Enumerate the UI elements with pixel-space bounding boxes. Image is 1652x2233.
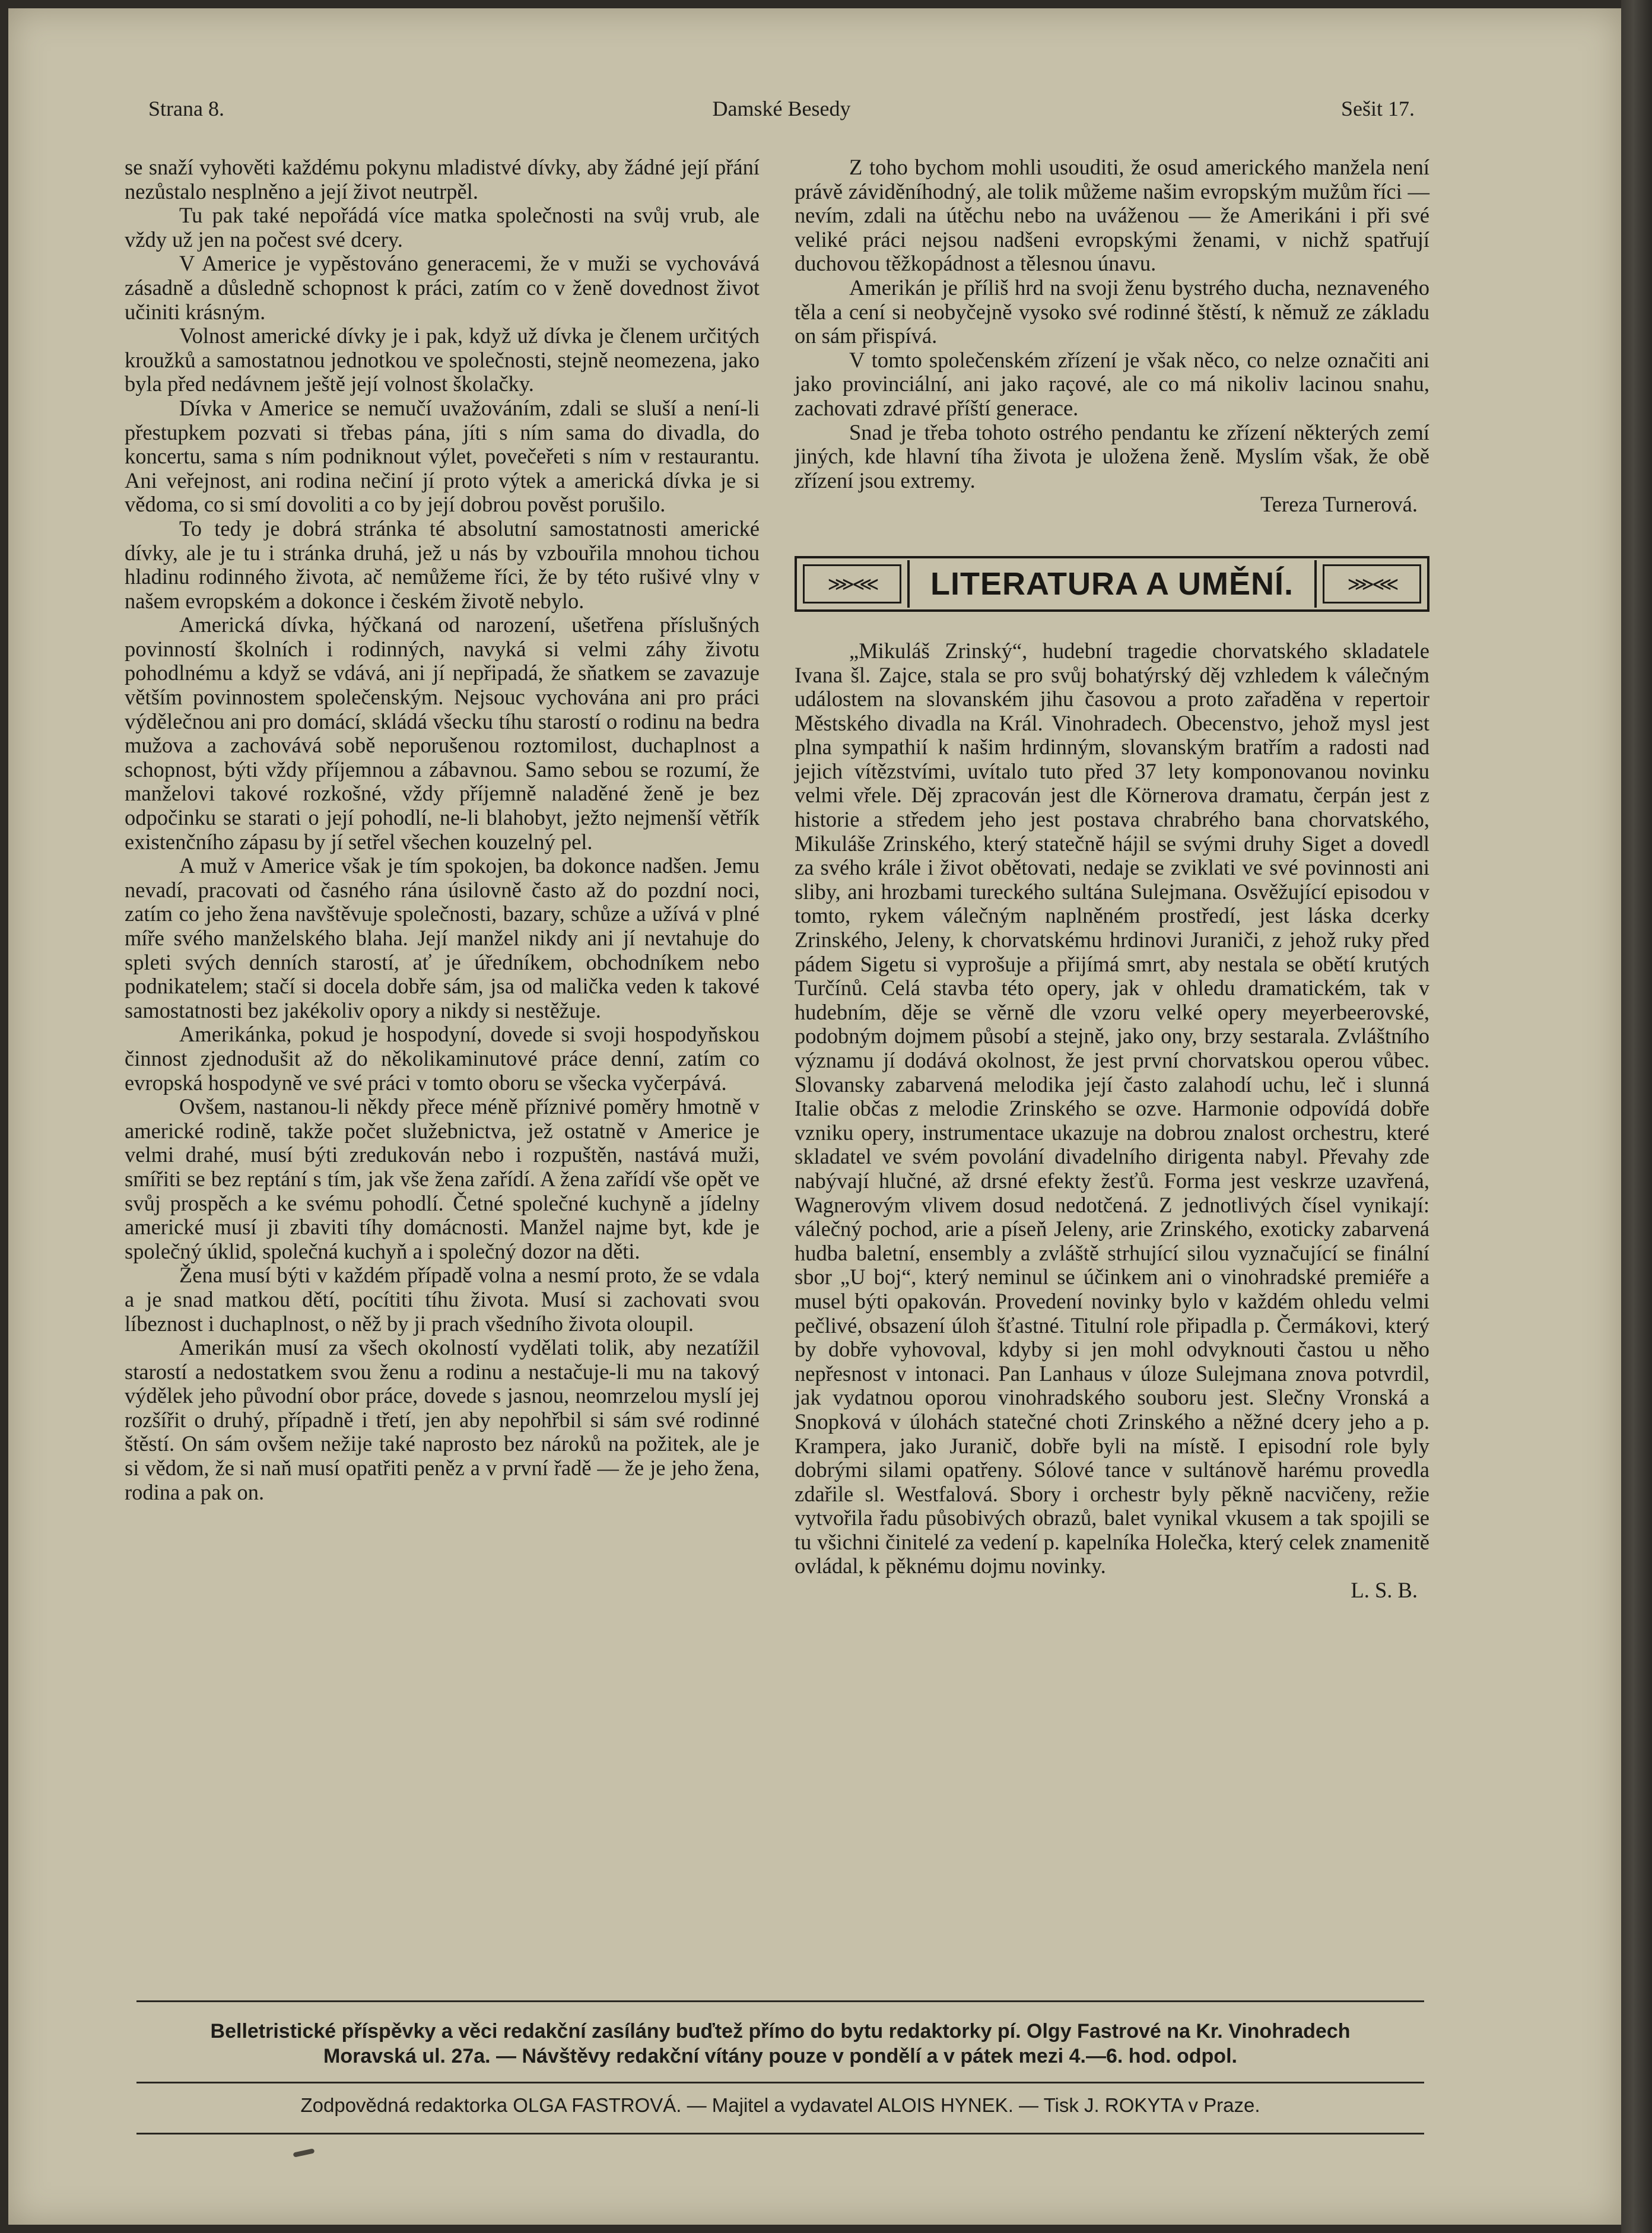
divider [136,2082,1424,2083]
paragraph: Snad je třeba tohoto ostrého pendantu ke zřízení některých zemí jiných, kde hlavní tíha života je uložena ženě. Myslím však, že obě zřízení jsou extremy. [795,420,1429,493]
book-spine [1621,0,1652,2233]
section-banner [795,556,1429,612]
ink-smudge [293,2148,315,2157]
author-signature: Tereza Turnerová. [1260,492,1418,517]
left-column [125,155,760,1504]
paragraph: To tedy je dobrá stránka té absolutní samostatnosti americké dívky, ale je tu i stránka druhá, jež u nás by vzbouřila mnohou tichou hladinu rodinného života, ač nemůžeme říci, že by této rušivé vlny v našem evropském a dokonce i českém životě nebylo. [125,516,760,613]
review-signature: L. S. B. [1351,1578,1418,1603]
paragraph: Amerikánka, pokud je hospodyní, dovede si svoji hospodyňskou činnost zjednodušit až do několikaminutové práce denní, zatím co evropská hospodyně ve své práci v tomto oboru se všecka vyčerpává. [125,1022,760,1095]
ornament-left-icon: ⋙⋘ [803,564,901,603]
imprint-footer: Zodpovědná redaktorka OLGA FASTROVÁ. — Majitel a vydavatel ALOIS HYNEK. — Tisk J. ROKYTA v Praze. [300,2094,1260,2116]
paragraph: se snaží vyhověti každému pokynu mladistvé dívky, aby žádné její přání nezůstalo nesplněno a její život neutrpěl. [125,155,760,204]
magazine-title: Damské Besedy [712,97,851,120]
paragraph: Ovšem, nastanou-li někdy přece méně příznivé poměry hmotně v americké rodině, takže počet služebnictva, jež ostatně v Americe je velmi drahé, musí býti zredukován nebo i rozpuštěn, nastává muži, smířiti se bez reptání s tím, jak vše žena zařídí. A žena zařídí vše opět ve svůj prospěch a ke svému pohodlí. Četné společné kuchyně a jídelny americké musí ji zbaviti tíhy domácnosti. Manžel najme byt, kde je společný úklid, společná kuchyň a i společný dozor na děti. [125,1094,760,1263]
paragraph: Žena musí býti v každém případě volna a nesmí proto, že se vdala a je snad matkou dětí, pocítiti tíhu života. Musí si zachovati svou líbeznost i duchaplnost, o něž by ji prach všedního života oloupil. [125,1263,760,1336]
ornament-right-icon: ⋙⋘ [1323,564,1421,603]
paragraph: Americká dívka, hýčkaná od narození, ušetřena příslušných povinností školních i rodinných, navyká si velmi záhy životu pohodlnému a když se vdává, ani jí nepřipadá, že sňatkem se zavazuje větším povinnostem společenským. Nejsouc vychována ani pro práci výdělečnou ani pro domácí, skládá všecku tíhu starostí o rodinu na bedra mužova a zachovává sobě neporušenou roztomilost, duchaplnost a schopnost, býti vždy příjemnou a zábavnou. Samo sebou se rozumí, že manželovi takové rozkošné, vždy příjemně naladěné ženě je bez odpočinku se starati o její pohodlí, ne-li blahobyt, ježto nejmenší větřík existenčního zápasu by jí setřel všechen kouzelný pel. [125,612,760,854]
right-column [795,155,1429,1603]
paragraph: Z toho bychom mohli usouditi, že osud amerického manžela není právě záviděníhodný, ale tolik můžeme našim evropským mužům říci — nevím, zdali na útěchu nebo na uváženou — že Amerikáni i při své veliké práci nejsou nadšeni evropskými ženami, v nichž spatřují duchovou těžkopádnost a tělesnou únavu. [795,155,1429,276]
page-header [148,96,1415,132]
divider [136,2000,1424,2002]
page-number: Strana 8. [148,97,224,120]
paragraph: V Americe je vypěstováno generacemi, že v muži se vychovává zásadně a důsledně schopnost k práci, zatím co v ženě dovednost život učiniti krásným. [125,251,760,324]
issue-number: Sešit 17. [1340,97,1415,120]
magazine-page [8,8,1621,2225]
paragraph: Amerikán musí za všech okolností vydělati tolik, aby nezatížil starostí a nedostatkem svou ženu a rodinu a nestačuje-li mu na takový výdělek jeho původní obor práce, dovede s jasnou, neomrzelou myslí jej rozšířit o druhý, případně i třetí, jen aby nepohřbil si sám své rodinné štěstí. On sám ovšem nežije také naprosto bez nároků na požitek, ale je si vědom, že si naň musí opatřiti peněz a v první řadě — že je jeho žena, rodina a pak on. [125,1335,760,1504]
paragraph: Tu pak také nepořádá více matka společnosti na svůj vrub, ale vždy už jen na počest své dcery. [125,203,760,252]
paragraph: Volnost americké dívky je i pak, když už dívka je členem určitých kroužků a samostatnou jednotkou ve společnosti, stejně neomezena, jako byla před nedávnem ještě její volnost školačky. [125,323,760,396]
notice-line-2: Moravská ul. 27a. — Návštěvy redakční vítány pouze v pondělí a v pátek mezi 4.—6. hod. odpol. [323,2045,1237,2067]
editorial-notice [136,2019,1424,2069]
review-article [795,639,1429,1603]
notice-line-1: Belletristické příspěvky a věci redakční zasílány buďtež přímo do bytu redaktorky pí. Olgy Fastrové na Kr. Vinohradech [210,2020,1351,2043]
divider [136,2133,1424,2134]
paragraph: Amerikán je příliš hrd na svoji ženu bystrého ducha, neznaveného těla a cení si neobyčejně vysoko své rodinné štěstí, k němuž ze základu on sám přispívá. [795,275,1429,348]
paragraph: A muž v Americe však je tím spokojen, ba dokonce nadšen. Jemu nevadí, pracovati od časného rána úsilovně často až do pozdní noci, zatím co jeho žena navštěvuje společnosti, bazary, schůze a užívá v plné míře svého manželského blaha. Její manžel nikdy ani jí nevtahuje do spleti svých denních starostí, ať je úředníkem, obchodníkem nebo podnikatelem; stačí si docela dobře sám, jsa od malička veden k takové samostatnosti bez jakékoliv opory a nikdy si nestěžuje. [125,853,760,1022]
review-text: „Mikuláš Zrinský“, hudební tragedie chorvatského skladatele Ivana šl. Zajce, stala se pro svůj bohatýrský děj vzhledem k válečným událostem na slovanském jihu časovou a proto zařaděna v repertoir Městského divadla na Král. Vinohradech. Obecenstvo, jehož mysl jest plna sympathií k našim hrdinným, slovanským bratřím a radosti nad jejich vítězstvími, uvítalo tuto před 37 lety komponovanou novinku velmi vřele. Děj zpracován jest dle Körnerova dramatu, čerpán jest z historie a středem jeho jest postava chrabrého bana chorvatského, Mikuláše Zrinského, který statečně hájil se svými druhy Siget a dovedl za svého krále i život obětovati, nedaje se zviklati ve své povinnosti ani sliby, ani hrozbami tureckého sultána Sulejmana. Osvěžující episodou v tomto, rykem válečným naplněném prostředí, jest láska dcerky Zrinského, Jeleny, k chorvatskému hrdinovi Juraniči, z jehož ruky před pádem Sigetu si vyprošuje a přijímá smrt, aby nestala se obětí krutých Turčínů. Celá stavba této opery, jak v ohledu dramatickém, tak v hudebním, děje se věrně dle vzoru velké opery meyerbeerovské, podobným dojmem působí a stejně, jako ony, brzy sestarala. Zvláštního významu jí dodává okolnost, že jest první chorvatskou operou vůbec. Slovansky zabarvená melodika její často zalahodí uchu, leč i slunná Italie občas z melodie Zrinského se ozve. Harmonie odpovídá dobře vzniku opery, instrumentace ukazuje na dobrou znalost orchestru, které skladatel ve svém povolání divadelního dirigenta nabyl. Převahy zde nabývají hlučné, až drsné efekty žesťů. Forma jest veskrze uzavřená, Wagnerovým vlivem dosud nedotčená. Z jednotlivých čísel vynikají: válečný pochod, arie a píseň Jeleny, arie Zrinského, exoticky zabarvená hudba baletní, ensembly a zvláště strhující silou vyznačující se finální sbor „U boj“, který neminul se účinkem ani o vinohradské premiéře a musel býti opakován. Provedení novinky bylo v každém ohledu velmi pečlivé, obsazení úloh šťastné. Titulní role připadla p. Čermákovi, který by dobře vyhovoval, kdyby si jen mohl odvyknouti častou u něho nepřesnost v intonaci. Pan Lanhaus v úloze Sulejmana znova potvrdil, jak vydatnou oporou vinohradského souboru jest. Slečny Vronská a Snopková v úlohách statečné choti Zrinského a něžné dcery jeho a p. Krampera, jako Juranič, dobře byli na místě. I episodní role byly dobrými silami opatřeny. Sólové tance v sultánově harému provedla zdařile sl. Westfalová. Sbory i orchestr byly pěkně nacvičeny, režie vytvořila řadu působivých obrazů, balet vynikal vkusem a tak spojili se tu všichni činitelé za vedení p. kapelníka Holečka, který celek znamenitě ovládal, k pěknému dojmu novinky. [795,638,1429,1578]
paragraph: Dívka v Americe se nemučí uvažováním, zdali se sluší a není-li přestupkem pozvati si třebas pána, jíti s ním sama do divadla, do koncertu, sama s ním podniknout výlet, povečeřeti s ním v restaurantu. Ani veřejnost, ani rodina nečiní jí proto výtek a americká dívka je si vědoma, co si smí dovoliti a co by její dobrou pověst porušilo. [125,395,760,517]
section-title: LITERATURA A UMĚNÍ. [907,560,1317,608]
paragraph: V tomto společenském zřízení je však něco, co nelze označiti ani jako provinciální, ani jako raçové, ale co má nikoliv lacinou snahu, zachovati zdravé příští generace. [795,347,1429,420]
